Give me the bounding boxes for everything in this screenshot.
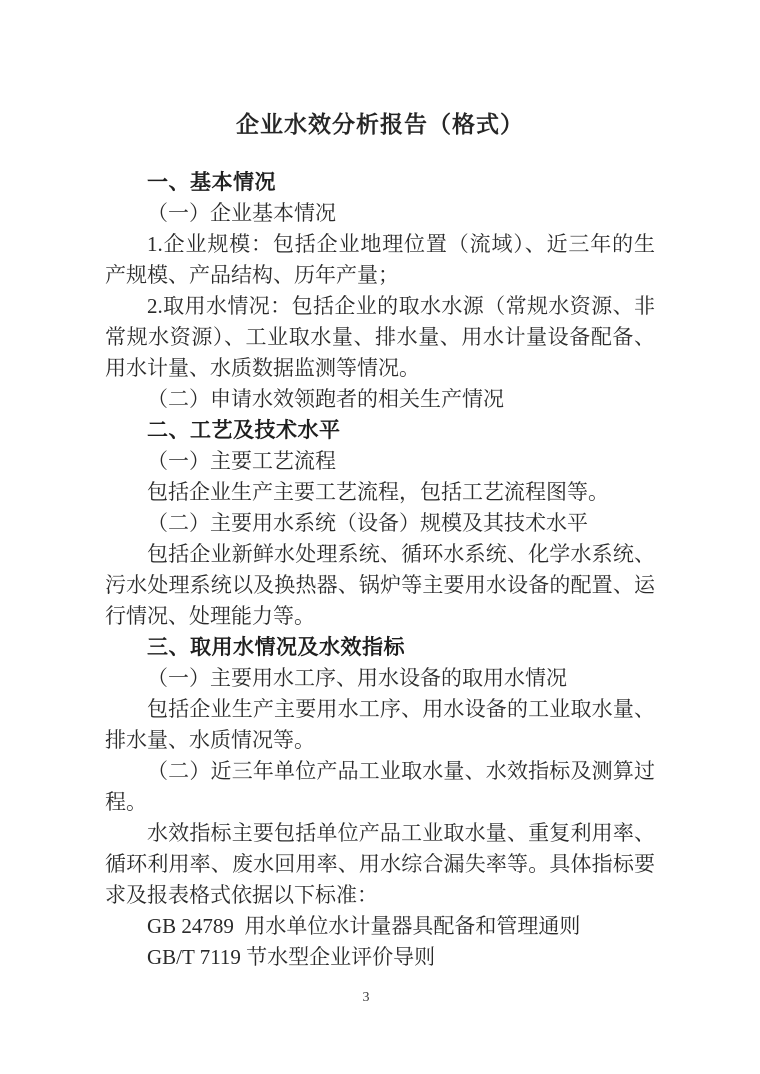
standard-reference: GB 24789 用水单位水计量器具配备和管理通则 xyxy=(147,914,581,938)
standard-reference: GB/T 7119 节水型企业评价导则 xyxy=(147,945,436,969)
document-title: 企业水效分析报告（格式） xyxy=(236,112,524,137)
body-paragraph: 包括企业生产主要工艺流程，包括工艺流程图等。 xyxy=(147,480,609,504)
section-heading: 二、工艺及技术水平 xyxy=(147,419,341,442)
sub-heading: （二）主要用水系统（设备）规模及其技术水平 xyxy=(147,511,588,535)
sub-heading: （二）近三年单位产品工业取水量、水效指标及测算过程。 xyxy=(105,759,655,814)
sub-heading: （一）主要工艺流程 xyxy=(147,449,336,473)
sub-heading: （二）申请水效领跑者的相关生产情况 xyxy=(147,387,504,411)
sub-heading: （一）企业基本情况 xyxy=(147,201,336,225)
sub-heading: （一）主要用水工序、用水设备的取用水情况 xyxy=(147,666,567,690)
body-paragraph: 水效指标主要包括单位产品工业取水量、重复利用率、循环利用率、废水回用率、用水综合漏失率等。具体指标要求及报表格式依据以下标准： xyxy=(105,821,655,907)
body-paragraph: 包括企业生产主要用水工序、用水设备的工业取水量、排水量、水质情况等。 xyxy=(105,697,655,752)
page-number: 3 xyxy=(362,990,370,1005)
body-paragraph: 2.取用水情况：包括企业的取水水源（常规水资源、非常规水资源）、工业取水量、排水量、用水计量设备配备、用水计量、水质数据监测等情况。 xyxy=(105,294,655,380)
body-paragraph: 1.企业规模：包括企业地理位置（流域）、近三年的生产规模、产品结构、历年产量； xyxy=(105,232,655,287)
document-body xyxy=(105,167,655,973)
section-heading: 三、取用水情况及水效指标 xyxy=(147,636,405,659)
body-paragraph: 包括企业新鲜水处理系统、循环水系统、化学水系统、污水处理系统以及换热器、锅炉等主要用水设备的配置、运行情况、处理能力等。 xyxy=(105,542,655,628)
section-heading: 一、基本情况 xyxy=(147,171,276,194)
